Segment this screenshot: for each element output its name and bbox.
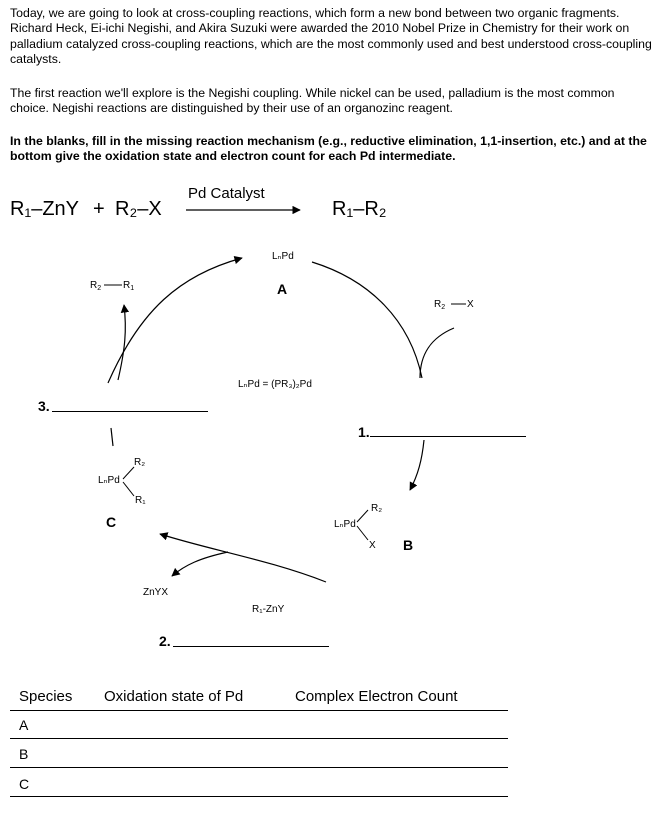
species-c-pd: LₙPd [98,475,120,486]
species-b-label: B [403,537,414,553]
species-c-r2: R₂ [134,457,146,468]
species-a-label: A [277,281,288,297]
step-3-number: 3. [38,398,50,414]
arrow-to-b [410,440,424,490]
step-3-blank[interactable] [52,411,208,412]
table-row-a-answer-line[interactable] [10,738,508,739]
bond-b-pd-x [357,526,368,540]
table-header-rule [10,710,508,711]
intro-paragraph-2: The first reaction we'll explore is the Negishi coupling. While nickel can be used, palladium is the most common choice. Negishi reactions are distinguished by their use of an organozinc reagent. [10,86,615,116]
intro-paragraph-1: Today, we are going to look at cross-coupling reactions, which form a new bond between two organic fragments. Richard Heck, Ei-ichi Negishi, and Akira Suzuki were awarded the 2010 Nobel Prize in Chemistry for their work on palladium catalyzed cross-coupling reactions, which are the most commonly used and best understood cross-coupling catalysts. [10,6,652,66]
bond-c-pd-r1 [123,482,134,496]
species-c-label: C [106,514,117,530]
table-row-a-label: A [19,717,29,733]
species-c-r1: R₁ [135,495,146,506]
arc-c-to-a [108,258,242,383]
species-a-formula: LₙPd [272,251,294,262]
incoming-r1-zny: R₁-ZnY [252,604,285,615]
table-row-c-label: C [19,776,30,792]
step-2-blank[interactable] [173,646,329,647]
step-1-blank[interactable] [370,436,526,437]
species-b-r2: R₂ [371,503,383,514]
released-r2: $R_2$ [90,280,102,292]
arc-b-to-c [160,534,326,582]
table-row-c-answer-line[interactable] [10,796,508,797]
arrow-znyx-out [172,552,228,576]
arrow-r2x-in [420,328,454,378]
step-1-number: 1. [358,424,370,440]
instructions-paragraph: In the blanks, fill in the missing reaction mechanism (e.g., reductive elimination, 1,1-insertion, etc.) and at the bottom give the oxidation state and electron count for each Pd intermediate. [10,134,647,164]
arrow-r2r1-out [118,305,125,380]
table-header-electron-count: Complex Electron Count [295,688,458,705]
table-header-oxidation-state: Oxidation state of Pd [104,688,244,705]
arc-a-to-oxidative-addition [312,262,422,378]
released-r1: $R_1$ [123,280,135,292]
table-header-species: Species [19,688,73,705]
table-row-b-answer-line[interactable] [10,767,508,768]
reagent-r2-x: R₂–X [115,198,162,220]
released-znyx: ZnYX [143,587,169,598]
incoming-x: X [467,299,474,310]
reagent-r1-znyr: R₁–ZnY [10,198,79,220]
table-row-b-label: B [19,746,29,762]
ligand-definition-note: LₙPd = (PR₃)₂Pd [238,379,312,390]
step-2-number: 2. [159,633,171,649]
tick-under-step3 [111,428,113,446]
incoming-r2: $R_2$ [434,299,446,311]
species-b-x: X [369,540,376,551]
species-b-pd: LₙPd [334,519,356,530]
catalyst-label: Pd Catalyst [188,185,265,202]
product-r1-r2: R₁–R₂ [332,198,387,220]
plus-sign: + [93,198,105,220]
bond-b-pd-r2 [357,510,368,522]
bond-c-pd-r2 [123,467,134,479]
